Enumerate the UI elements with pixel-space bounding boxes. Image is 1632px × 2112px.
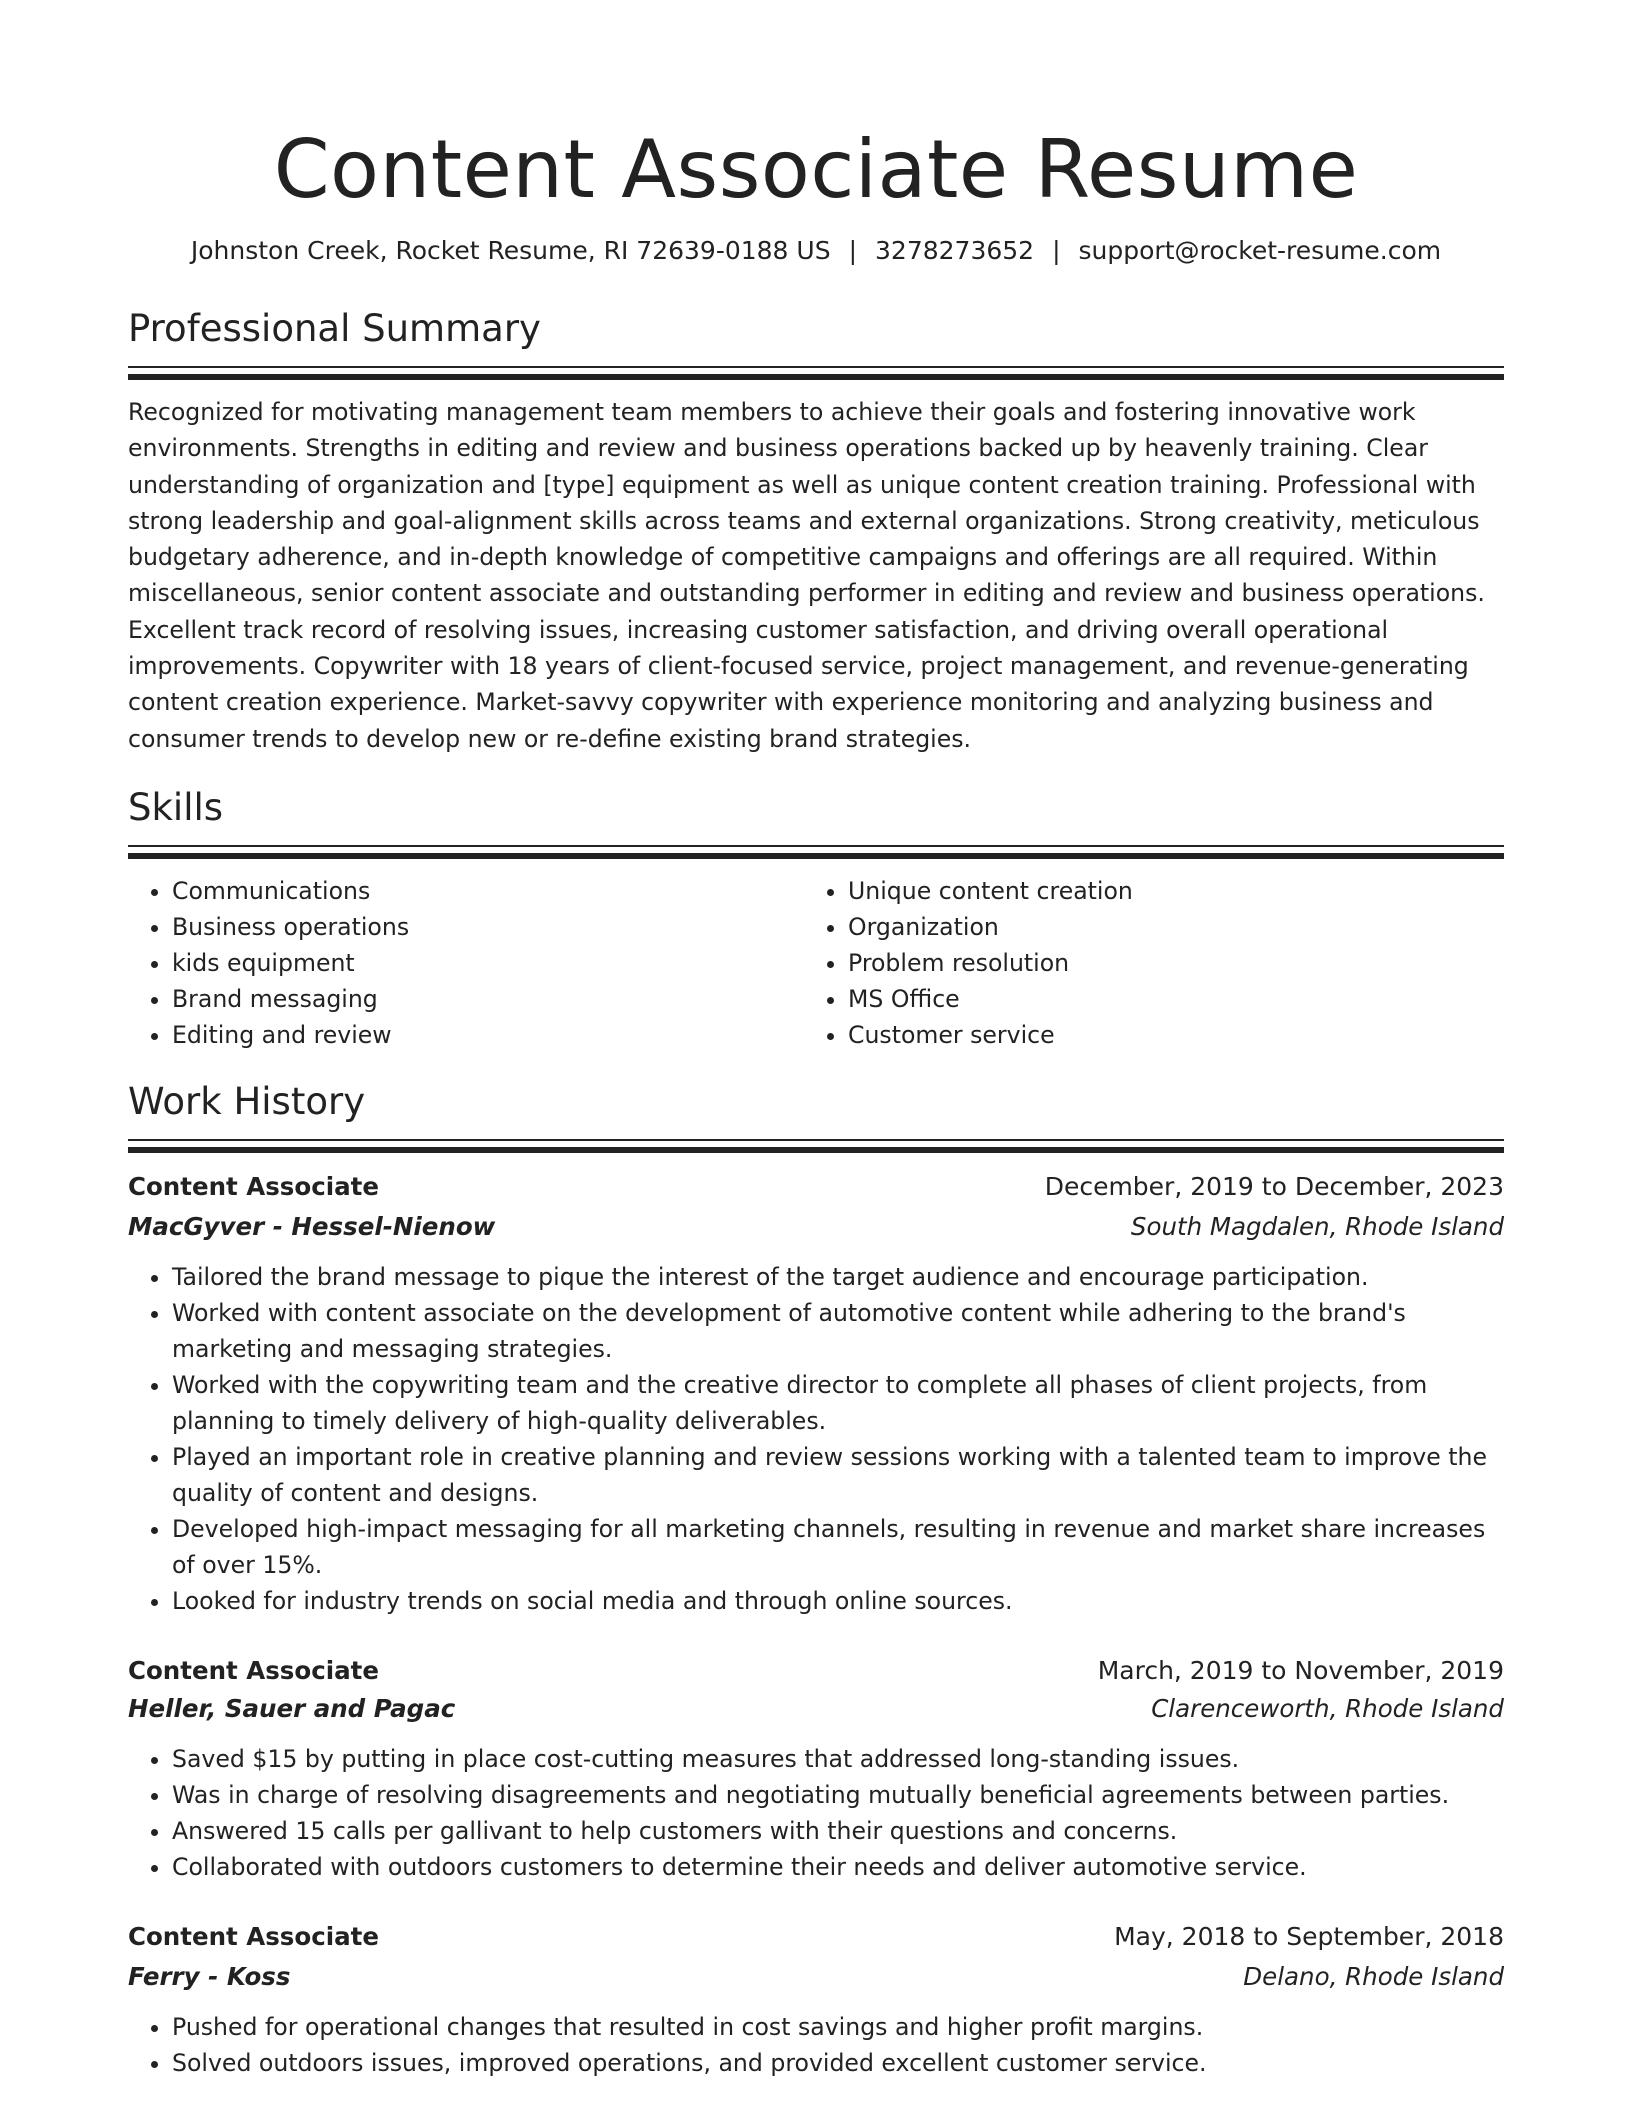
contact-email: support@rocket-resume.com — [1078, 236, 1442, 265]
skill-item: • Customer service — [848, 1017, 1480, 1053]
summary-text: Recognized for motivating management team members to achieve their goals and fostering innovative work environments. Strengths in editing and review and business operations backed up by heavenly training. Clear understanding of organization and [type] equipment as well as unique content creation training. Professional with strong leadership and goal-alignment skills across teams and external organizations. Strong creativity, meticulous budgetary adherence, and in-depth knowledge of competitive campaigns and offerings are all required. Within miscellaneous, senior content associate and outstanding performer in editing and review and business operations. Excellent track record of resolving issues, increasing customer satisfaction, and driving overall operational improvements. Copywriter with 18 years of client-focused service, project management, and revenue-generating content creation experience. Market-savvy copywriter with experience monitoring and analyzing business and consumer trends to develop new or re-define existing brand strategies. — [128, 398, 1485, 753]
contact-separator: | — [848, 236, 858, 265]
resume-title: Content Associate Resume — [273, 123, 1359, 216]
job-location: South Magdalen, Rhode Island — [1130, 1211, 1504, 1241]
contact-phone: 3278273652 — [875, 236, 1035, 265]
job-subheader — [128, 1959, 1504, 1995]
skill-item: • Editing and review — [172, 1017, 804, 1053]
job-subheader — [128, 1209, 1504, 1245]
skill-item: • Business operations — [172, 909, 804, 945]
job-bullets — [128, 2009, 1504, 2081]
job-company: Heller, Sauer and Pagac — [128, 1693, 456, 1723]
job-bullet: • Looked for industry trends on social media and through online sources. — [172, 1583, 1504, 1619]
job-entry — [128, 1169, 1504, 1619]
skills-column-left — [128, 873, 804, 1053]
contact-line — [128, 234, 1504, 268]
job-entry — [128, 1653, 1504, 1885]
section-divider — [128, 366, 1504, 380]
skills-heading: Skills — [128, 785, 224, 829]
job-bullet: • Collaborated with outdoors customers to determine their needs and deliver automotive service. — [172, 1849, 1504, 1885]
job-bullet: • Was in charge of resolving disagreements and negotiating mutually beneficial agreements between parties. — [172, 1777, 1504, 1813]
contact-address: Johnston Creek, Rocket Resume, RI 72639-0188 US — [190, 236, 831, 265]
skill-item: • Brand messaging — [172, 981, 804, 1017]
job-dates: December, 2019 to December, 2023 — [1044, 1171, 1504, 1201]
job-dates: March, 2019 to November, 2019 — [1097, 1655, 1504, 1685]
skills-list — [128, 873, 1504, 1053]
job-location: Clarenceworth, Rhode Island — [1151, 1693, 1504, 1723]
skill-item: • Problem resolution — [848, 945, 1480, 981]
resume-page — [128, 0, 1504, 2081]
job-company: Ferry - Koss — [128, 1961, 291, 1991]
job-bullet: • Saved $15 by putting in place cost-cutting measures that addressed long-standing issues. — [172, 1741, 1504, 1777]
skill-item: • Organization — [848, 909, 1480, 945]
summary-heading: Professional Summary — [128, 307, 541, 350]
skill-item: • kids equipment — [172, 945, 804, 981]
contact-separator: | — [1052, 236, 1061, 265]
summary-section — [128, 306, 1504, 757]
job-title: Content Associate — [128, 1171, 380, 1201]
job-bullet: • Worked with content associate on the development of automotive content while adhering to the brand's marketing and messaging strategies. — [172, 1295, 1504, 1367]
skill-item: • Communications — [172, 873, 804, 909]
job-subheader — [128, 1691, 1504, 1727]
skill-item: • MS Office — [848, 981, 1480, 1017]
work-history-section — [128, 1079, 1504, 2081]
job-bullet: • Played an important role in creative planning and review sessions working with a talented team to improve the quality of content and designs. — [172, 1439, 1504, 1511]
job-bullet: • Answered 15 calls per gallivant to help customers with their questions and concerns. — [172, 1813, 1504, 1849]
job-location: Delano, Rhode Island — [1243, 1961, 1504, 1991]
skills-section — [128, 785, 1504, 1053]
section-divider — [128, 845, 1504, 859]
job-title: Content Associate — [128, 1921, 380, 1951]
job-bullets — [128, 1259, 1504, 1619]
job-bullet: • Worked with the copywriting team and the creative director to complete all phases of client projects, from planning to timely delivery of high-quality deliverables. — [172, 1367, 1504, 1439]
job-header — [128, 1919, 1504, 1955]
job-title: Content Associate — [128, 1655, 380, 1685]
skill-item: • Unique content creation — [848, 873, 1480, 909]
job-entry — [128, 1919, 1504, 2081]
job-bullet: • Developed high-impact messaging for all marketing channels, resulting in revenue and market share increases of over 15%. — [172, 1511, 1504, 1583]
job-dates: May, 2018 to September, 2018 — [1114, 1921, 1504, 1951]
job-header — [128, 1653, 1504, 1689]
section-divider — [128, 1139, 1504, 1153]
job-header — [128, 1169, 1504, 1205]
work-history-heading: Work History — [128, 1079, 366, 1123]
job-bullet: • Solved outdoors issues, improved operations, and provided excellent customer service. — [172, 2045, 1504, 2081]
job-bullet: • Pushed for operational changes that resulted in cost savings and higher profit margins. — [172, 2009, 1504, 2045]
job-bullet: • Tailored the brand message to pique the interest of the target audience and encourage participation. — [172, 1259, 1504, 1295]
job-bullets — [128, 1741, 1504, 1885]
job-company: MacGyver - Hessel-Nienow — [128, 1211, 496, 1241]
skills-column-right — [804, 873, 1480, 1053]
